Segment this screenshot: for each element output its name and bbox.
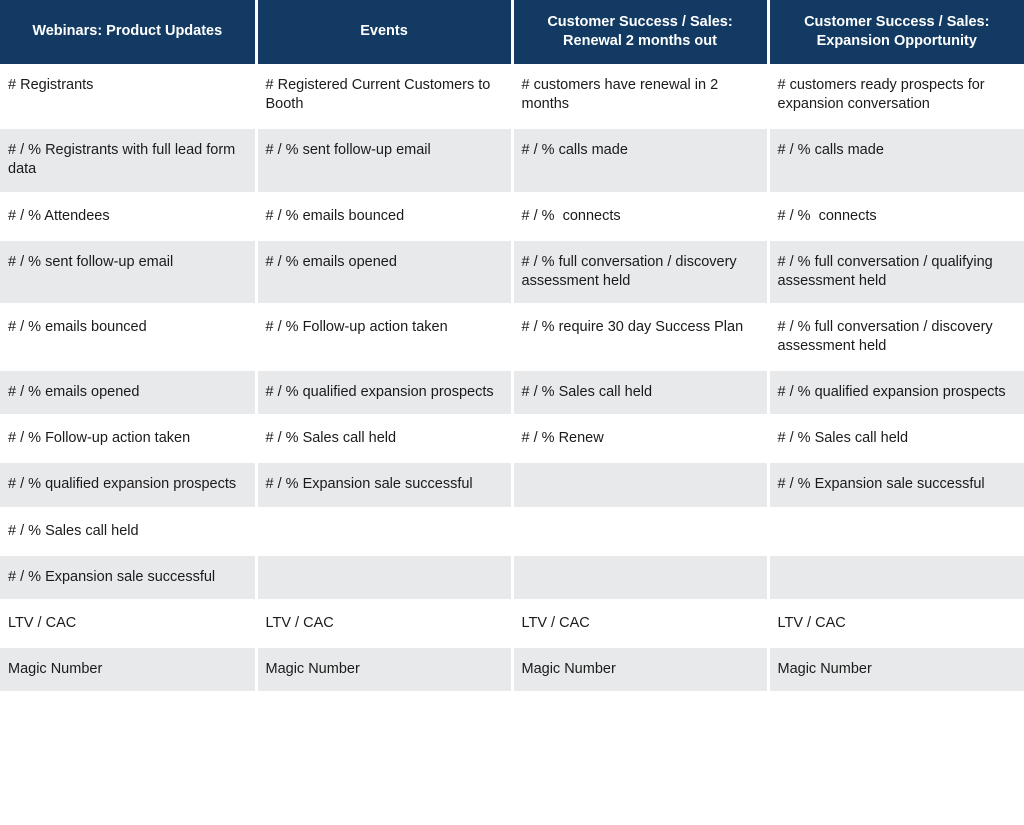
column-header-events: Events: [256, 0, 512, 64]
table-cell: [256, 239, 512, 304]
table-row: [0, 508, 1024, 554]
cell-text: # / % Sales call held: [8, 522, 139, 539]
table-cell: [0, 554, 256, 600]
cell-text: # / % Registrants with full lead form data: [8, 142, 240, 178]
table-cell: [0, 416, 256, 462]
table-cell: [512, 128, 768, 193]
table-header: [0, 0, 1024, 64]
cell-text: # / % Sales call held: [777, 430, 909, 447]
cell-text: # / % Sales call held: [265, 430, 397, 447]
table-cell: [512, 416, 768, 462]
table-cell: [512, 370, 768, 416]
table-cell: [0, 304, 256, 369]
table-cell: [512, 600, 768, 646]
cell-text: # / % full conversation / discovery assessment held: [777, 318, 997, 355]
cell-text: Magic Number: [777, 660, 872, 677]
cell-text: # Registrants: [8, 77, 94, 94]
table-cell: [512, 239, 768, 304]
cell-text: Magic Number: [265, 660, 360, 677]
table-cell: [0, 193, 256, 239]
table-cell: [256, 646, 512, 692]
column-header-expansion: Customer Success / Sales: Expansion Opportunity: [768, 0, 1024, 64]
table-cell: [768, 646, 1024, 692]
table-cell: [768, 600, 1024, 646]
table-cell: [512, 646, 768, 692]
cell-text: # / % Expansion sale successful: [777, 476, 985, 493]
cell-text: # / % Follow-up action taken: [265, 318, 448, 335]
cell-text: # / % sent follow-up email: [8, 253, 174, 270]
table-cell: [0, 370, 256, 416]
header-row: [0, 0, 1024, 64]
table-cell: [256, 304, 512, 369]
cell-text: LTV / CAC: [265, 614, 334, 631]
table-cell: [256, 600, 512, 646]
table-cell: [256, 193, 512, 239]
cell-text: # / % qualified expansion prospects: [777, 384, 1006, 401]
table-row: [0, 416, 1024, 462]
cell-text: # Registered Current Customers to Booth: [265, 77, 495, 113]
table-cell-empty: [512, 554, 768, 600]
table-cell: [768, 304, 1024, 369]
cell-text: Magic Number: [521, 660, 616, 677]
cell-text: # / % Follow-up action taken: [8, 430, 191, 447]
cell-text: # / % Expansion sale successful: [8, 568, 216, 585]
table-row: [0, 128, 1024, 193]
table-cell: [768, 128, 1024, 193]
table-cell: [0, 600, 256, 646]
cell-text: # / % Expansion sale successful: [265, 476, 473, 493]
table-cell: [512, 64, 768, 128]
cell-text: # / % connects: [777, 207, 877, 224]
cell-text: # / % emails opened: [8, 384, 140, 401]
table-cell-empty: [768, 508, 1024, 554]
table-cell-empty: [512, 462, 768, 508]
table-cell: [512, 193, 768, 239]
table-cell: [512, 304, 768, 369]
table-cell: [256, 416, 512, 462]
cell-text: # / % calls made: [521, 142, 628, 159]
table-row: [0, 239, 1024, 304]
cell-text: Magic Number: [8, 660, 103, 677]
table-cell: [0, 64, 256, 128]
table-row: [0, 646, 1024, 692]
table-row: [0, 600, 1024, 646]
table-cell-empty: [256, 554, 512, 600]
table-cell-empty: [768, 554, 1024, 600]
cell-text: # / % full conversation / discovery assessment held: [521, 253, 741, 289]
table-cell: [256, 462, 512, 508]
table-cell: [768, 462, 1024, 508]
table-cell: [256, 370, 512, 416]
table-cell: [768, 239, 1024, 304]
cell-text: LTV / CAC: [777, 614, 846, 631]
cell-text: # / % Attendees: [8, 207, 110, 224]
cell-text: # / % calls made: [777, 142, 884, 159]
cell-text: # / % emails bounced: [8, 318, 147, 335]
table-body: [0, 64, 1024, 693]
column-header-renewal: Customer Success / Sales: Renewal 2 months out: [512, 0, 768, 64]
cell-text: # / % require 30 day Success Plan: [521, 318, 744, 335]
cell-text: # / % Renew: [521, 430, 604, 447]
table-cell: [0, 239, 256, 304]
table-cell: [768, 370, 1024, 416]
table-row: [0, 370, 1024, 416]
cell-text: LTV / CAC: [521, 614, 590, 631]
cell-text: # / % full conversation / qualifying assessment held: [777, 253, 997, 289]
cell-text: # customers have renewal in 2 months: [521, 77, 723, 113]
table-cell: [768, 416, 1024, 462]
table-row: [0, 304, 1024, 369]
table-cell-empty: [512, 508, 768, 554]
cell-text: # / % Sales call held: [521, 384, 653, 401]
cell-text: # / % emails opened: [265, 253, 397, 270]
table-cell: [256, 128, 512, 193]
cell-text: # / % connects: [521, 207, 621, 224]
table-cell: [768, 64, 1024, 128]
cell-text: # / % emails bounced: [265, 207, 405, 224]
table-cell: [0, 646, 256, 692]
table-cell-empty: [256, 508, 512, 554]
cell-text: # / % sent follow-up email: [265, 142, 431, 159]
table-cell: [256, 64, 512, 128]
table-row: [0, 64, 1024, 128]
cell-text: # / % qualified expansion prospects: [8, 476, 237, 493]
cell-text: # / % qualified expansion prospects: [265, 384, 494, 401]
table-cell: [0, 462, 256, 508]
table-row: [0, 193, 1024, 239]
table-cell: [0, 128, 256, 193]
table-cell: [768, 193, 1024, 239]
table-row: [0, 554, 1024, 600]
table-cell: [0, 508, 256, 554]
cell-text: LTV / CAC: [8, 614, 77, 631]
column-header-webinars: Webinars: Product Updates: [0, 0, 256, 64]
cell-text: # customers ready prospects for expansion conversation: [777, 77, 989, 113]
table-row: [0, 462, 1024, 508]
